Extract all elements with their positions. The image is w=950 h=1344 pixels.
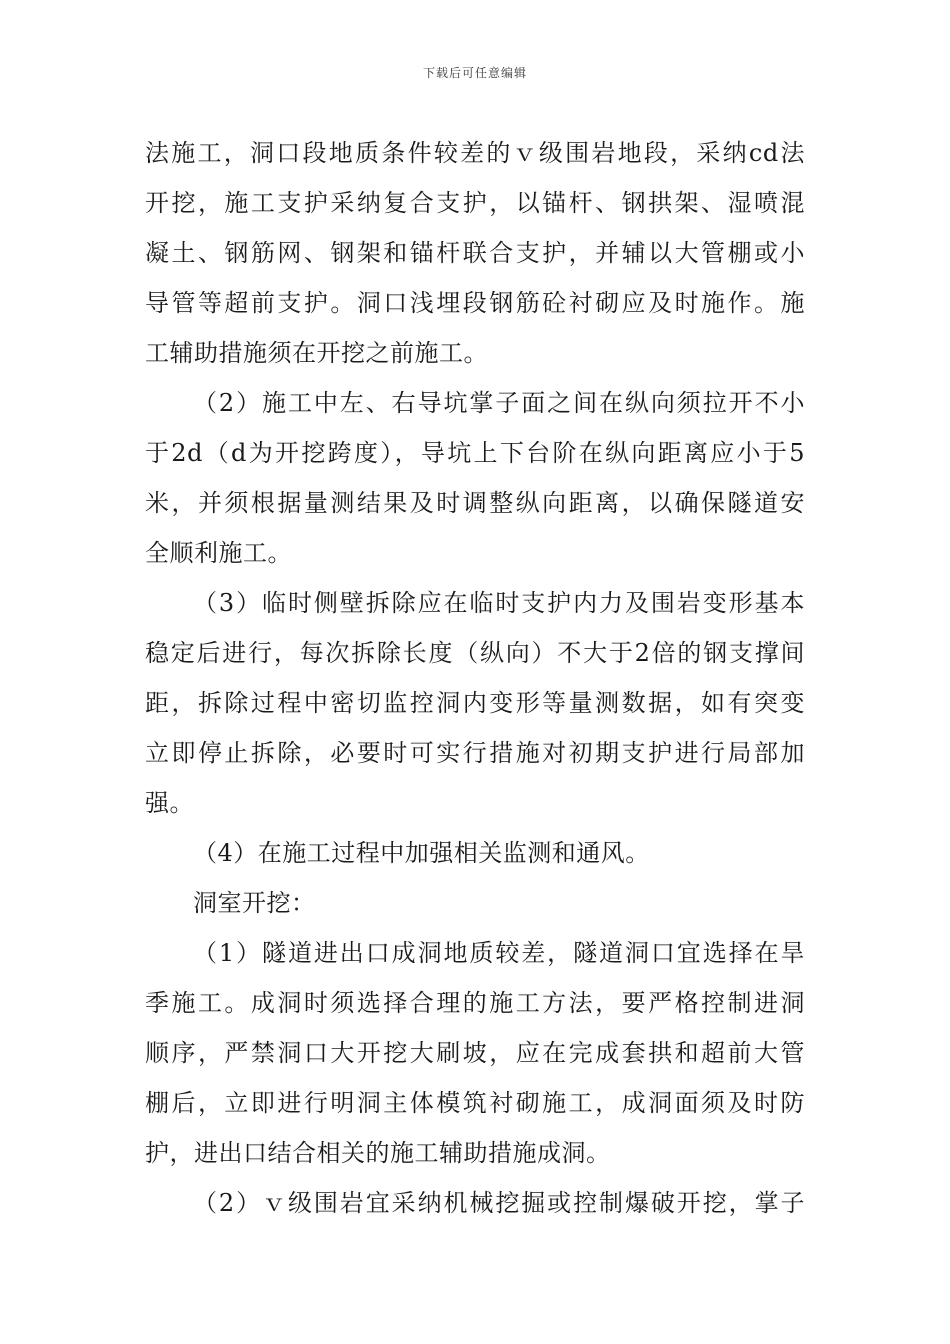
text-line: 凝土、钢筋网、钢架和锚杆联合支护，并辅以大管棚或小 bbox=[145, 239, 805, 267]
text-line: 开挖，施工支护采纳复合支护，以锚杆、钢拱架、湿喷混 bbox=[145, 189, 805, 217]
text-line: （4）在施工过程中加强相关监测和通风。 bbox=[193, 839, 650, 867]
text-line: 棚后，立即进行明洞主体模筑衬砌施工，成洞面须及时防 bbox=[145, 1089, 805, 1117]
page-header: 下载后可任意编辑 bbox=[422, 66, 527, 80]
text-line: 立即停止拆除，必要时可实行措施对初期支护进行局部加 bbox=[145, 739, 805, 767]
text-line: 工辅助措施须在开挖之前施工。 bbox=[145, 339, 488, 367]
text-line: 距，拆除过程中密切监控洞内变形等量测数据，如有突变 bbox=[145, 689, 805, 717]
text-line: 导管等超前支护。洞口浅埋段钢筋砼衬砌应及时施作。施 bbox=[145, 289, 805, 317]
text-line: 于2d（d为开挖跨度），导坑上下台阶在纵向距离应小于5 bbox=[145, 439, 805, 467]
text-line: 米，并须根据量测结果及时调整纵向距离，以确保隧道安 bbox=[145, 489, 805, 517]
text-line: 全顺利施工。 bbox=[145, 539, 292, 567]
document-body bbox=[145, 128, 805, 1228]
text-line: 法施工，洞口段地质条件较差的ｖ级围岩地段，采纳cd法 bbox=[145, 139, 805, 167]
text-line: （1）隧道进出口成洞地质较差，隧道洞口宜选择在旱 bbox=[193, 939, 805, 967]
text-line: （2）ｖ级围岩宜采纳机械挖掘或控制爆破开挖，掌子 bbox=[193, 1189, 805, 1217]
text-line: 洞室开挖： bbox=[193, 889, 316, 917]
text-line: 稳定后进行，每次拆除长度（纵向）不大于2倍的钢支撑间 bbox=[145, 639, 805, 667]
text-line: 强。 bbox=[145, 789, 194, 817]
text-line: 顺序，严禁洞口大开挖大刷坡，应在完成套拱和超前大管 bbox=[145, 1039, 805, 1067]
text-line: （2）施工中左、右导坑掌子面之间在纵向须拉开不小 bbox=[193, 389, 805, 417]
text-line: （3）临时侧壁拆除应在临时支护内力及围岩变形基本 bbox=[193, 589, 805, 617]
text-line: 护，进出口结合相关的施工辅助措施成洞。 bbox=[145, 1139, 611, 1167]
text-line: 季施工。成洞时须选择合理的施工方法，要严格控制进洞 bbox=[145, 989, 805, 1017]
